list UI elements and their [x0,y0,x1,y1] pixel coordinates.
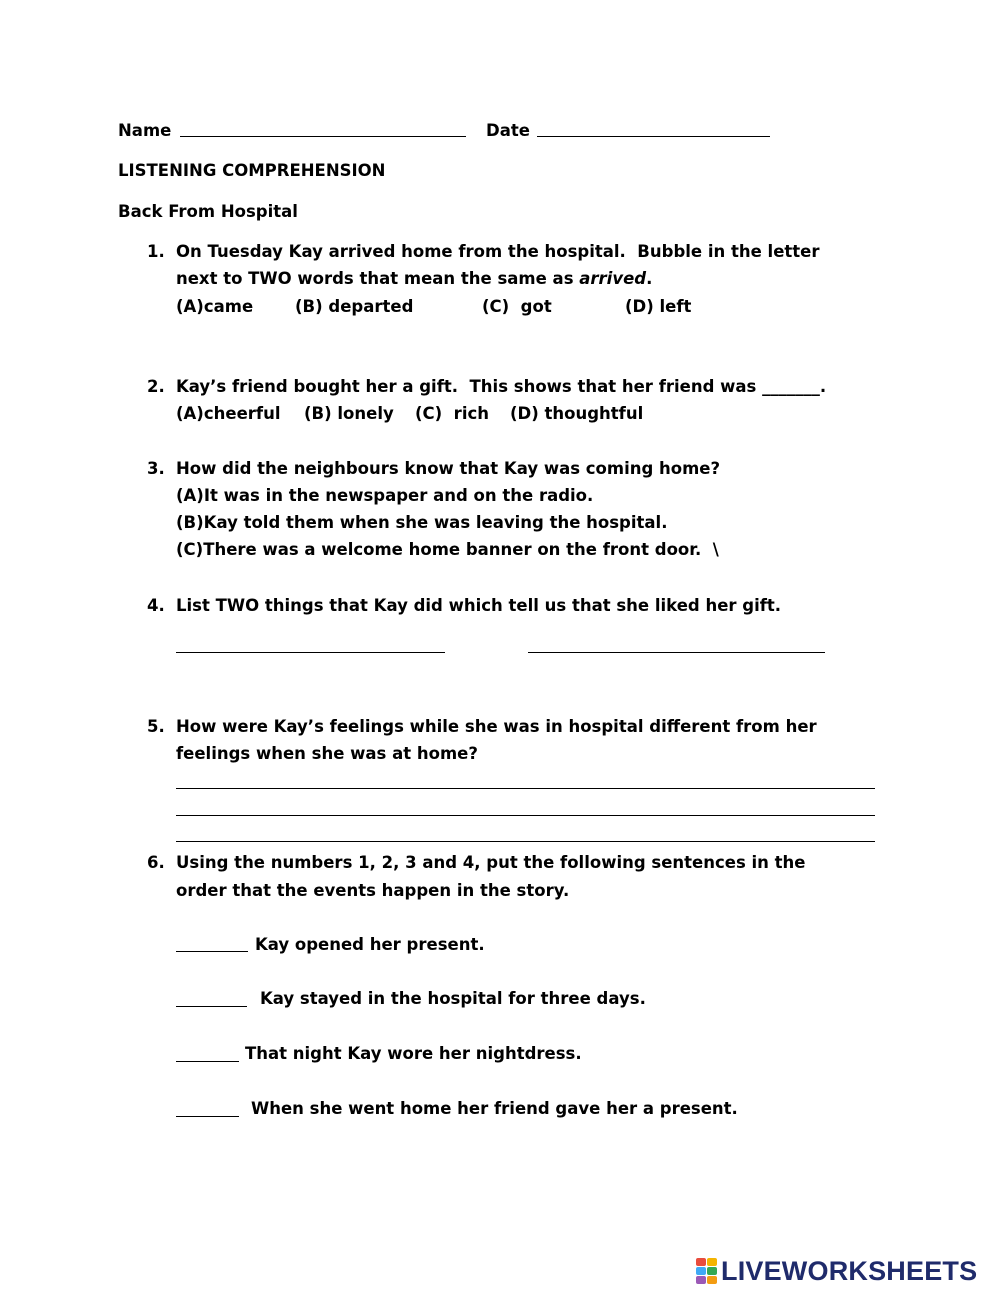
question-4-answer-1[interactable] [176,652,445,653]
logo-text: LIVEWORKSHEETS [721,1255,978,1286]
arrived-word: arrived [579,269,647,288]
question-2-text: Kay’s friend bought her a gift. This shows that her friend was _______. [176,377,827,396]
question-1-text-line-2: next to TWO words that mean the same as arrived. [176,269,653,288]
question-2-option-d[interactable]: (D) thoughtful [510,404,644,423]
question-1-number: 1. [147,242,165,261]
question-1-option-b[interactable]: (B) departed [295,297,414,316]
question-5-text-line-1: How were Kay’s feelings while she was in hospital different from her [176,717,817,736]
question-2-option-b[interactable]: (B) lonely [304,404,394,423]
question-1-option-c[interactable]: (C) got [482,297,552,316]
question-2-blank[interactable]: _______ [762,377,820,396]
question-5-answer-line-1[interactable] [176,788,875,789]
question-2-option-c[interactable]: (C) rich [415,404,490,423]
question-3-option-c[interactable]: (C)There was a welcome home banner on the front door. \ [176,540,719,559]
date-field[interactable] [537,136,770,137]
question-3-option-a[interactable]: (A)It was in the newspaper and on the radio. [176,486,594,505]
order-blank-4[interactable] [176,1116,239,1117]
question-6-text-line-2: order that the events happen in the story. [176,881,570,900]
question-1-text-line-1: On Tuesday Kay arrived home from the hospital. Bubble in the letter [176,242,820,261]
question-5-answer-line-2[interactable] [176,815,875,816]
order-item-2: Kay stayed in the hospital for three days. [260,989,646,1008]
question-1-option-a[interactable]: (A)came [176,297,254,316]
logo-block-4 [707,1267,717,1275]
logo-block-1 [696,1258,706,1266]
question-1-option-d[interactable]: (D) left [625,297,692,316]
question-4-number: 4. [147,596,165,615]
question-5-text-line-2: feelings when she was at home? [176,744,478,763]
question-3-text: How did the neighbours know that Kay was coming home? [176,459,721,478]
question-3-number: 3. [147,459,165,478]
question-2-option-a[interactable]: (A)cheerful [176,404,281,423]
logo-block-6 [707,1276,717,1284]
logo-block-5 [696,1276,706,1284]
logo-blocks-icon [696,1258,717,1284]
logo-block-3 [696,1267,706,1275]
question-6-text-line-1: Using the numbers 1, 2, 3 and 4, put the following sentences in the [176,853,806,872]
question-5-number: 5. [147,717,165,736]
order-blank-3[interactable] [176,1061,239,1062]
order-item-3: That night Kay wore her nightdress. [245,1044,582,1063]
question-4-text: List TWO things that Kay did which tell us that she liked her gift. [176,596,782,615]
question-2-number: 2. [147,377,165,396]
section-title: LISTENING COMPREHENSION [118,161,386,180]
order-item-4: When she went home her friend gave her a present. [251,1099,738,1118]
liveworksheets-logo[interactable] [696,1256,977,1286]
name-label: Name [118,121,172,140]
logo-block-2 [707,1258,717,1266]
question-3-option-b[interactable]: (B)Kay told them when she was leaving the hospital. [176,513,668,532]
question-5-answer-line-3[interactable] [176,841,875,842]
order-item-1: Kay opened her present. [255,935,485,954]
order-blank-2[interactable] [176,1006,247,1007]
question-4-answer-2[interactable] [528,652,825,653]
order-blank-1[interactable] [176,951,248,952]
date-label: Date [486,121,530,140]
question-6-number: 6. [147,853,165,872]
story-title: Back From Hospital [118,202,298,221]
name-field[interactable] [180,136,466,137]
